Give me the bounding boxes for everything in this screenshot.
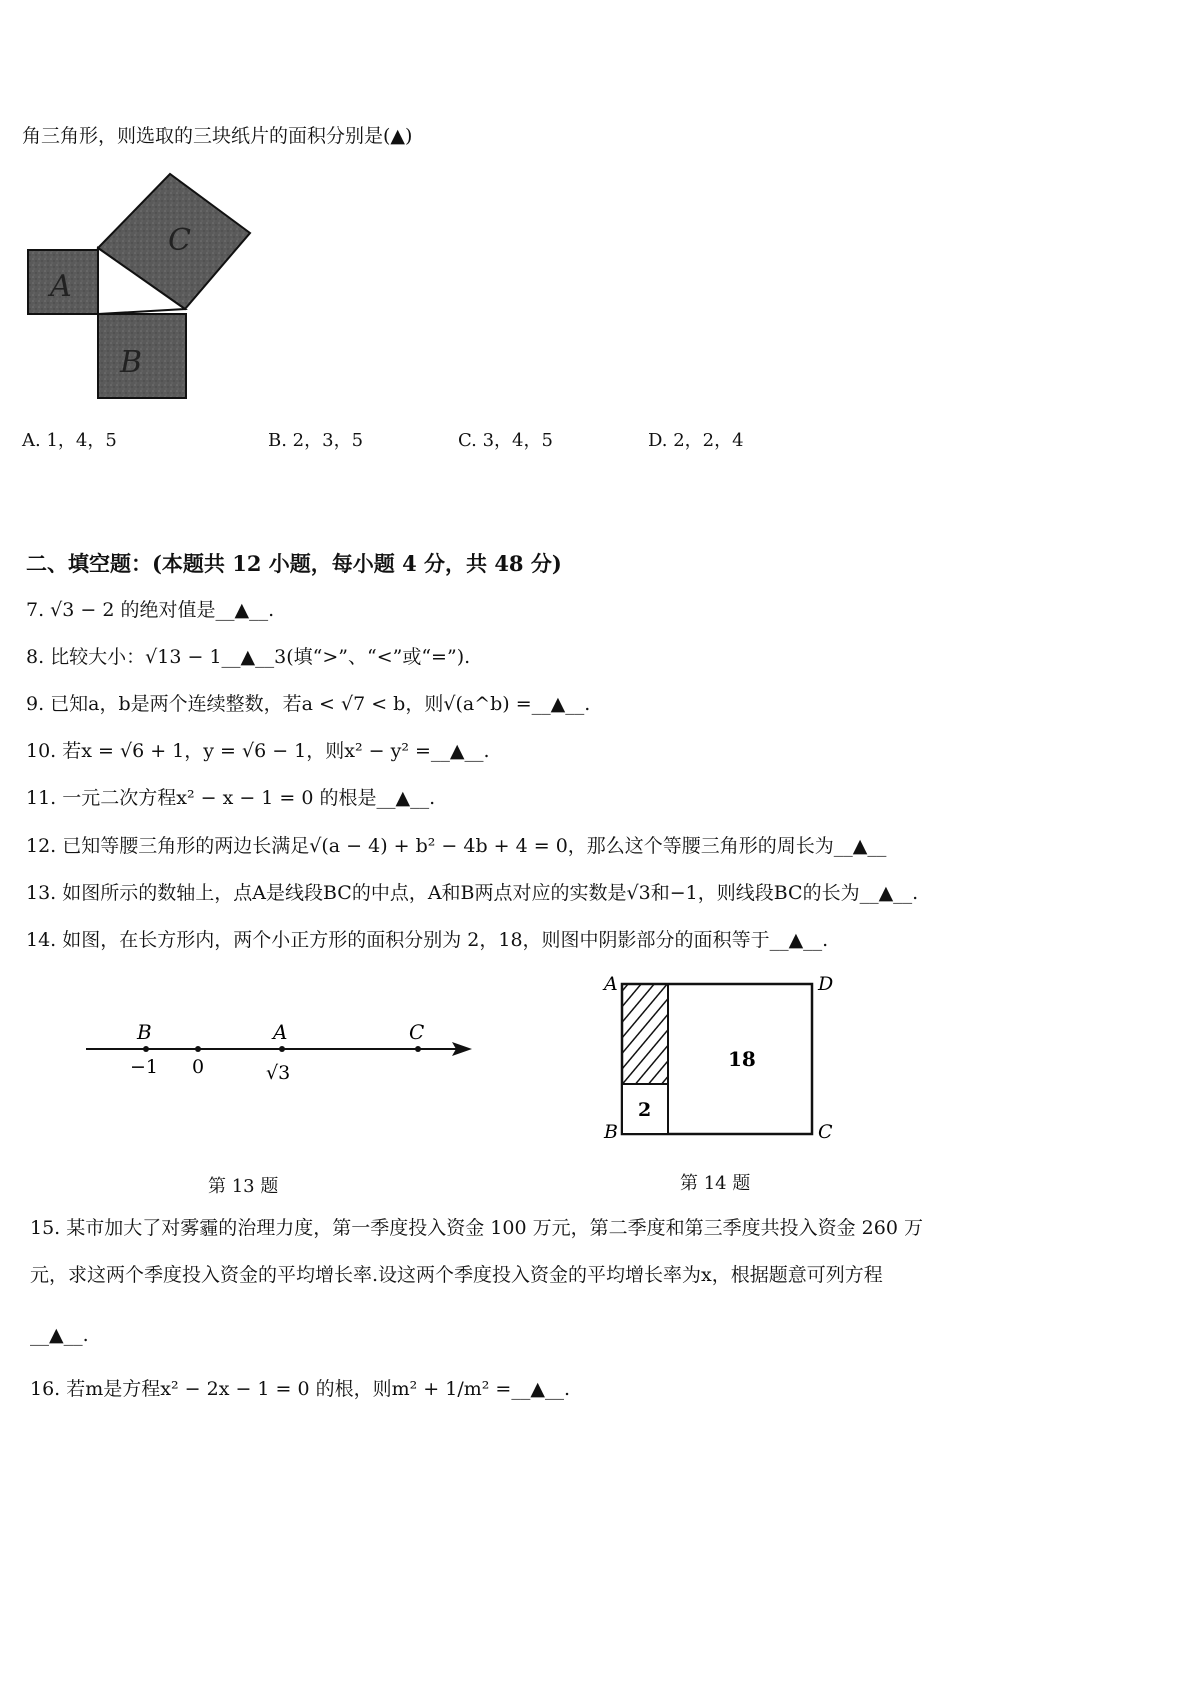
question-10: 10. 若x = √6 + 1，y = √6 − 1，则x² − y² =__▲__. [26,740,490,762]
point-c-label: C [409,1020,425,1044]
option-b: B. 2，3，5 [268,430,364,451]
point-zero-dot [195,1046,201,1052]
q6-squares-figure [20,168,260,408]
figure-14-caption: 第 14 题 [680,1173,751,1194]
tick-neg1: −1 [130,1056,159,1078]
question-13: 13. 如图所示的数轴上，点A是线段BC的中点，A和B两点对应的实数是√3和−1，则线段BC的长为__▲__. [26,882,919,904]
question-15-line3: __▲__. [30,1324,89,1346]
figure-13-caption: 第 13 题 [208,1176,279,1197]
figure-14-rectangle [598,972,848,1147]
point-a-label: A [273,1020,288,1044]
corner-b: B [604,1121,618,1143]
option-a: A. 1，4，5 [22,430,117,451]
question-11: 11. 一元二次方程x² − x − 1 = 0 的根是__▲__. [26,787,436,809]
point-b-dot [143,1046,149,1052]
label-c: C [168,223,191,258]
point-b-label: B [137,1020,152,1044]
corner-c: C [818,1121,833,1143]
option-c: C. 3，4，5 [458,430,553,451]
big-square-area: 18 [728,1047,756,1071]
tick-sqrt3: √3 [266,1062,291,1084]
shaded-region [622,984,668,1084]
point-a-dot [279,1046,285,1052]
question-16: 16. 若m是方程x² − 2x − 1 = 0 的根，则m² + 1/m² =__▲__. [30,1378,570,1400]
question-9: 9. 已知a，b是两个连续整数，若a < √7 < b，则√(a^b) =__▲__. [26,693,591,715]
corner-a: A [604,973,618,995]
question-7: 7. √3 − 2 的绝对值是__▲__. [26,599,275,621]
question-15-line1: 15. 某市加大了对雾霾的治理力度，第一季度投入资金 100 万元，第二季度和第三季度共投入资金 260 万 [30,1217,923,1239]
tick-zero: 0 [192,1056,205,1078]
corner-d: D [818,973,834,995]
label-a: A [50,269,72,304]
question-8: 8. 比较大小：√13 − 1__▲__3(填“>”、“<”或“=”). [26,646,471,668]
label-b: B [120,345,143,380]
small-square-area: 2 [638,1099,652,1121]
option-d: D. 2，2，4 [648,430,744,451]
q6-stem-tail: 角三角形，则选取的三块纸片的面积分别是(▲) [22,125,413,147]
section-title: 二、填空题：(本题共 12 小题，每小题 4 分，共 48 分) [26,551,562,576]
question-15-line2: 元，求这两个季度投入资金的平均增长率.设这两个季度投入资金的平均增长率为x，根据题意可列方程 [30,1264,883,1286]
figure-13-number-line [80,1015,480,1090]
question-14: 14. 如图，在长方形内，两个小正方形的面积分别为 2，18，则图中阴影部分的面积等于__▲__. [26,929,829,951]
point-c-dot [415,1046,421,1052]
question-12: 12. 已知等腰三角形的两边长满足√(a − 4) + b² − 4b + 4 = 0，那么这个等腰三角形的周长为__▲__ [26,835,887,857]
